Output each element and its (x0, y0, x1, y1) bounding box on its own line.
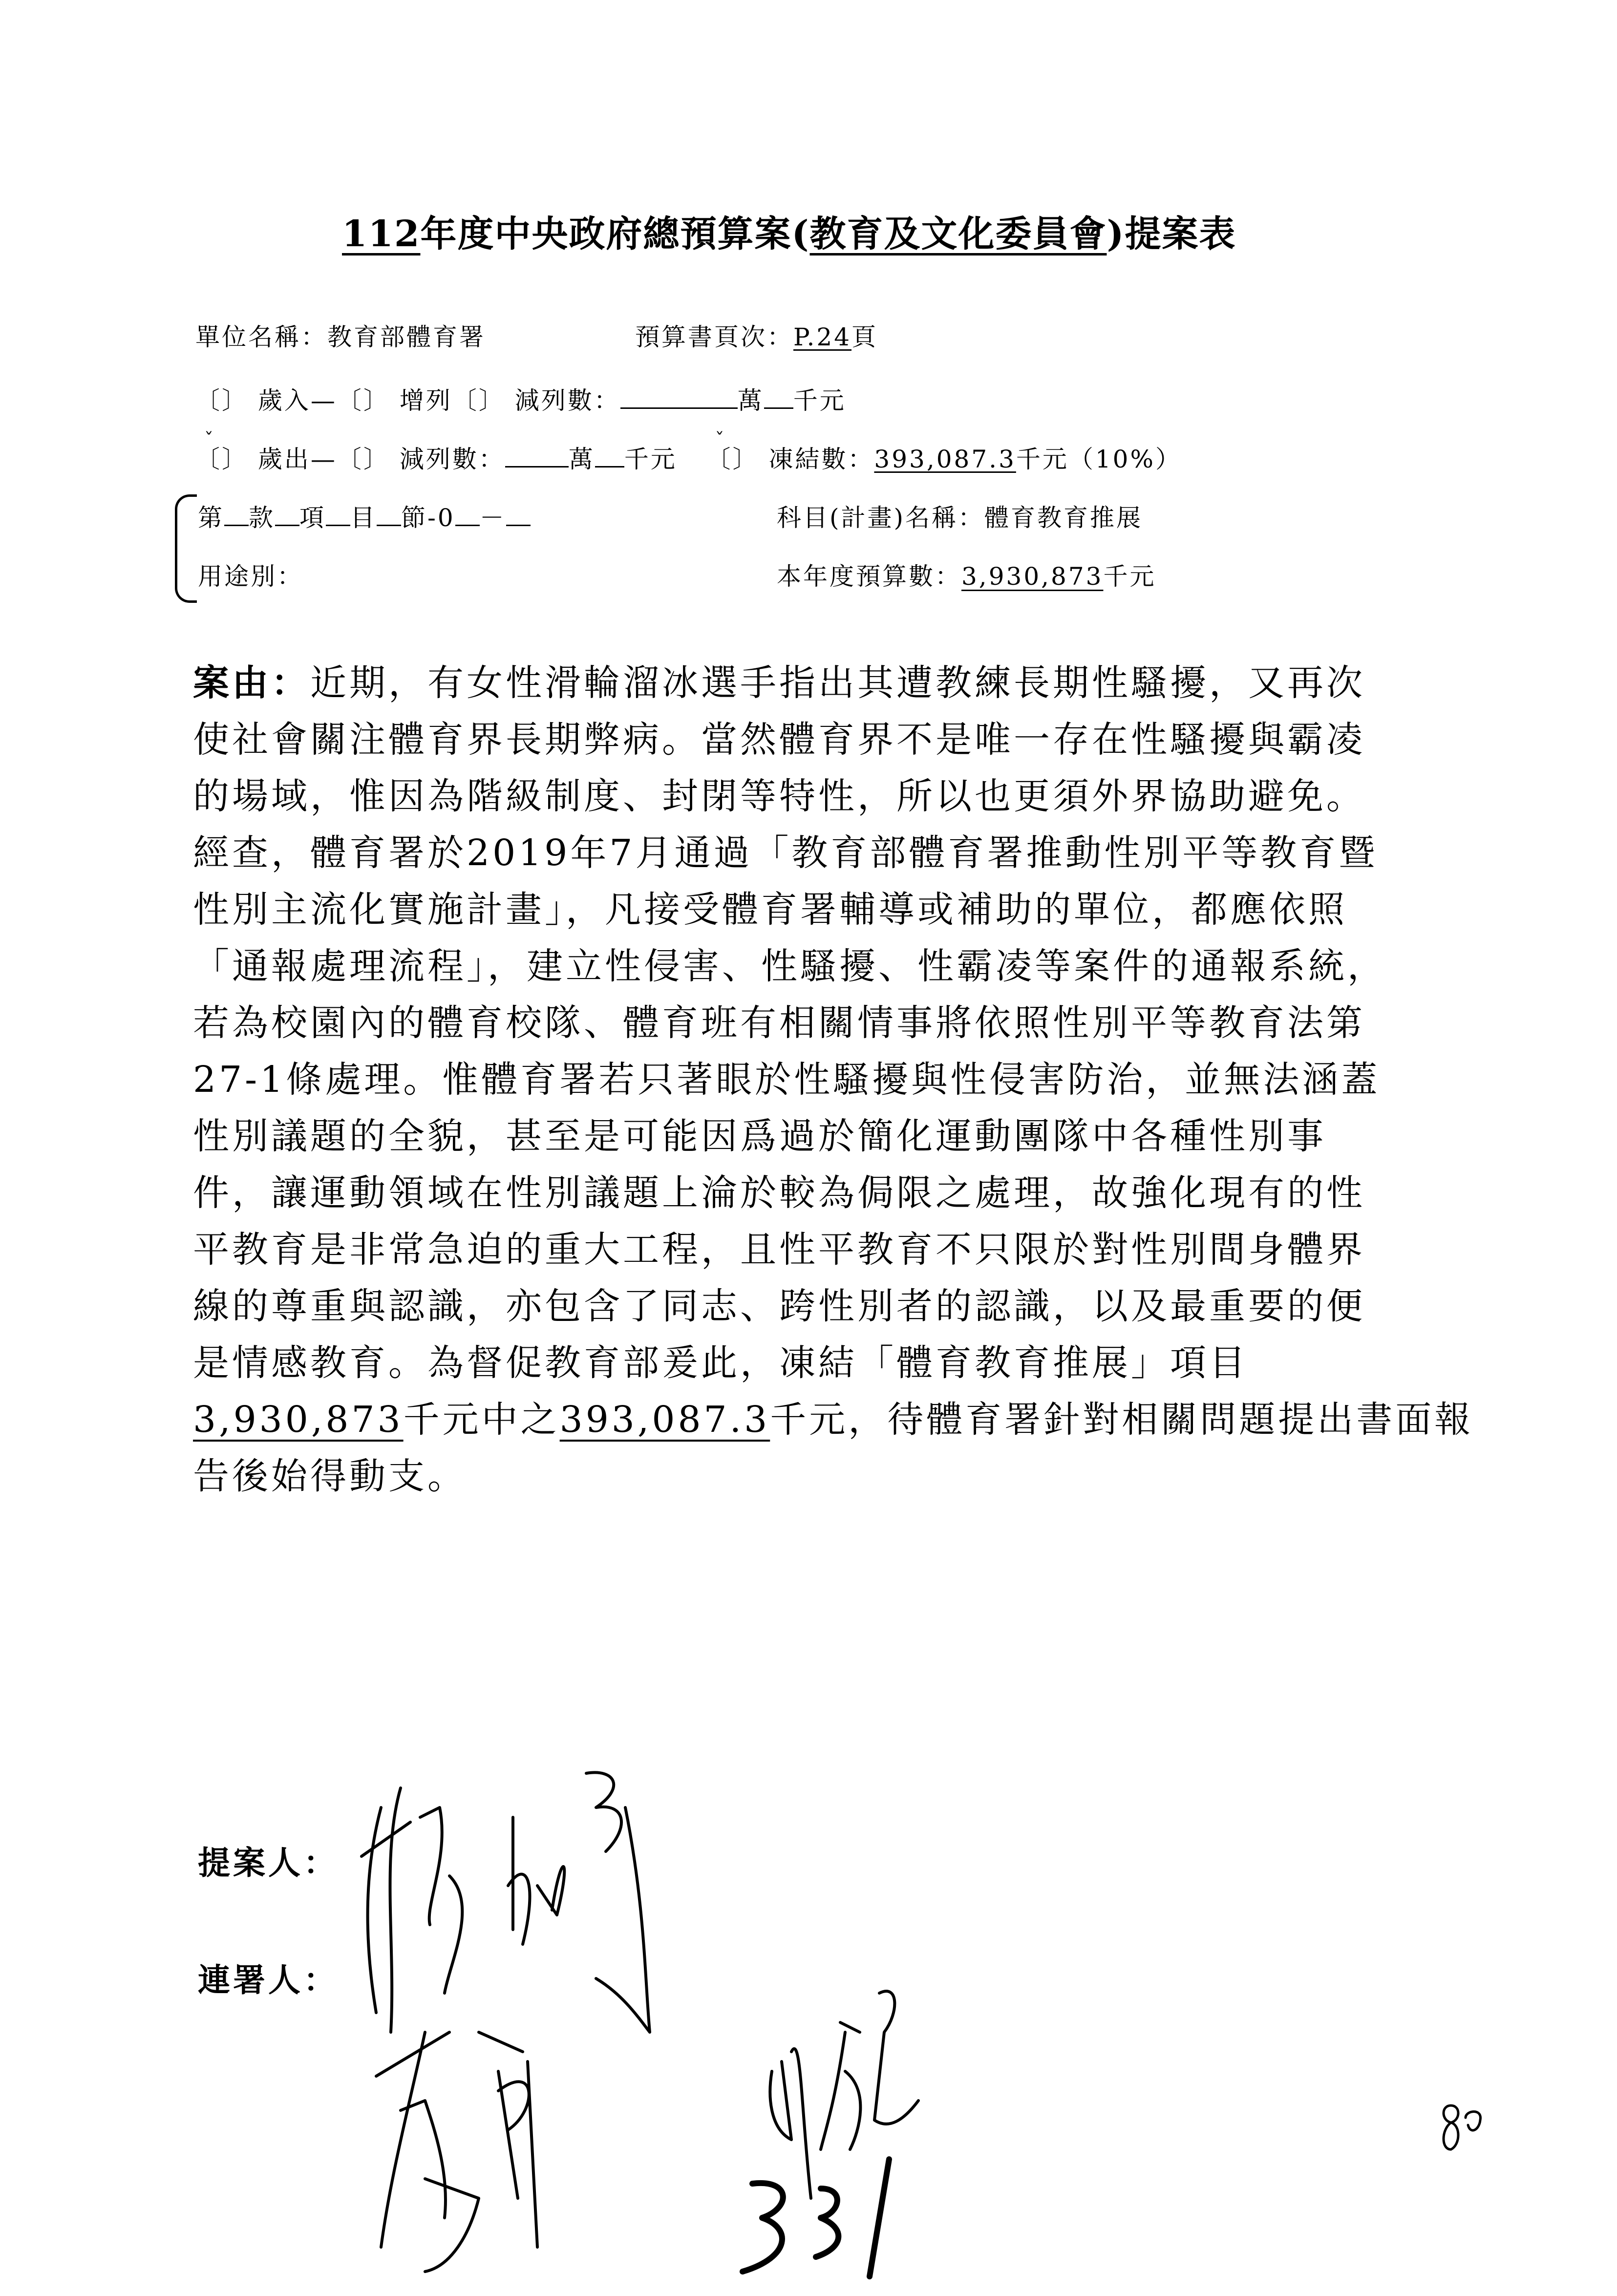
handwritten-signatures (352, 1759, 1329, 2296)
section-kuan-label: 款 (249, 504, 275, 532)
section-di-label: 第 (198, 504, 224, 532)
reason-label: 案由： (193, 662, 310, 704)
handwritten-number-stroke (743, 2159, 889, 2276)
freeze-percent: （10%） (1068, 445, 1182, 473)
proposer-signature-stroke (508, 1817, 564, 1944)
annual-budget-label: 本年度預算數： (777, 562, 961, 591)
annual-budget-line (777, 557, 1156, 592)
freeze-checkbox-checked[interactable]: ˇ 〔〕 (706, 429, 759, 473)
body-line: 使社會關注體育界長期弊病。當然體育界不是唯一存在性騷擾與霸凌 (193, 719, 1365, 761)
expense-decrease-checkbox[interactable]: 〔〕 (337, 445, 390, 473)
check-mark-icon: ˇ (715, 429, 726, 450)
body-line: 性別議題的全貌，甚至是可能因爲過於簡化運動團隊中各種性別事 (193, 1115, 1326, 1157)
body-line: 案由：近期，有女性滑輪溜冰選手指出其遭教練長期性騷擾，又再次 (193, 662, 1365, 704)
kuan-blank[interactable] (224, 524, 249, 526)
expense-decrease-label: 減列數： (399, 445, 505, 473)
proposer-signature-stroke (586, 1772, 650, 2032)
freeze-label: 凍結數： (768, 445, 874, 473)
unit-value: 教育部體育署 (327, 323, 486, 351)
revenue-wan-blank[interactable] (620, 407, 738, 409)
cosigner-label: 連署人： (198, 1961, 339, 1999)
body-line: 若為校園內的體育校隊、體育班有相關情事將依照性別平等教育法第 (193, 1002, 1365, 1044)
usage-label: 用途別： (198, 562, 303, 591)
section-jie-label: 節-0 (401, 504, 455, 532)
revenue-label: 歲入— (257, 386, 337, 415)
unit-line (195, 318, 486, 353)
revenue-decrease-label: 減列數： (514, 386, 620, 415)
body-line: 3,930,873千元中之393,087.3千元，待體育署針對相關問題提出書面報 (193, 1399, 1474, 1441)
section-dash: － (479, 504, 506, 532)
body-line: 是情感教育。為督促教育部爰此，凍結「體育教育推展」項目 (193, 1342, 1248, 1384)
expense-line (195, 429, 1182, 475)
jie-blank[interactable] (377, 524, 401, 526)
revenue-checkbox[interactable]: 〔〕 (195, 386, 248, 415)
body-line: 線的尊重與認識，亦包含了同志、跨性別者的認識，以及最重要的便 (193, 1285, 1365, 1327)
document-title (342, 205, 1319, 257)
thousand-yuan-label: 千元 (624, 445, 677, 473)
revenue-line (195, 381, 846, 416)
cosigner-signature-stroke (376, 2032, 479, 2272)
subject-label: 科目(計畫)名稱： (777, 504, 985, 532)
frozen-amount: 393,087.3 (559, 1399, 770, 1441)
expense-thousand-blank[interactable] (595, 466, 624, 468)
title-main: 年度中央政府總預算案( (420, 213, 810, 255)
subject-value: 體育教育推展 (984, 504, 1143, 532)
title-year: 112 (342, 213, 421, 255)
subject-line (777, 498, 1143, 533)
cosigner-signature-stroke (479, 2032, 537, 2247)
wan-label: 萬 (737, 386, 764, 415)
proposal-reason (193, 655, 1478, 1505)
budget-page-label: 預算書頁次： (635, 323, 793, 351)
revenue-decrease-checkbox[interactable]: 〔〕 (452, 386, 505, 415)
expense-label: 歲出— (257, 445, 337, 473)
check-mark-icon: ˇ (204, 429, 215, 450)
section-mu-label: 目 (350, 504, 377, 532)
thousand-yuan-label: 千元 (793, 386, 846, 415)
wan-label: 萬 (568, 445, 595, 473)
body-line: 27-1條處理。惟體育署若只著眼於性騷擾與性侵害防治，並無法涵蓋 (193, 1059, 1381, 1101)
body-line: 告後始得動支。 (193, 1455, 467, 1497)
sub-blank-1[interactable] (455, 524, 480, 526)
freeze-unit: 千元 (1016, 445, 1069, 473)
cosigner-signature-stroke (770, 1991, 918, 2198)
title-committee: 教育及文化委員會 (809, 213, 1107, 255)
body-line: 「通報處理流程」，建立性侵害、性騷擾、性霸凌等案件的通報系統， (193, 945, 1386, 987)
body-line: 平教育是非常急迫的重大工程，且性平教育不只限於對性別間身體界 (193, 1229, 1365, 1271)
page-number (1436, 2101, 1495, 2156)
budget-page-line (635, 318, 878, 353)
increase-label: 增列 (399, 386, 452, 415)
increase-checkbox[interactable]: 〔〕 (337, 386, 390, 415)
page-number-handwriting (1436, 2101, 1495, 2154)
proposer-signature-stroke (362, 1788, 462, 2032)
freeze-amount: 393,087.3 (874, 445, 1016, 473)
expense-checkbox-checked[interactable]: ˇ 〔〕 (195, 429, 248, 473)
left-brace-bracket (175, 494, 197, 603)
title-suffix: )提案表 (1106, 213, 1236, 255)
usage-line (198, 557, 303, 592)
body-line: 件，讓運動領域在性別議題上淪於較為侷限之處理，故強化現有的性 (193, 1172, 1365, 1214)
body-line: 的場域，惟因為階級制度、封閉等特性，所以也更須外界協助避免。 (193, 775, 1365, 817)
xiang-blank[interactable] (275, 524, 299, 526)
revenue-thousand-blank[interactable] (764, 407, 793, 409)
body-line: 經查，體育署於2019年7月通過「教育部體育署推動性別平等教育暨 (193, 832, 1378, 874)
total-amount: 3,930,873 (193, 1399, 404, 1441)
annual-budget-unit: 千元 (1103, 562, 1156, 591)
annual-budget-value: 3,930,873 (961, 562, 1104, 591)
sub-blank-2[interactable] (506, 524, 531, 526)
budget-page-suffix: 頁 (851, 323, 878, 351)
body-line: 性別主流化實施計畫」，凡接受體育署輔導或補助的單位，都應依照 (193, 889, 1347, 931)
mu-blank[interactable] (326, 524, 350, 526)
expense-wan-blank[interactable] (505, 466, 569, 468)
section-line (198, 498, 531, 533)
unit-label: 單位名稱： (195, 323, 327, 351)
proposer-label: 提案人： (198, 1844, 339, 1882)
budget-page-value: P.24 (793, 323, 852, 351)
section-xiang-label: 項 (299, 504, 326, 532)
